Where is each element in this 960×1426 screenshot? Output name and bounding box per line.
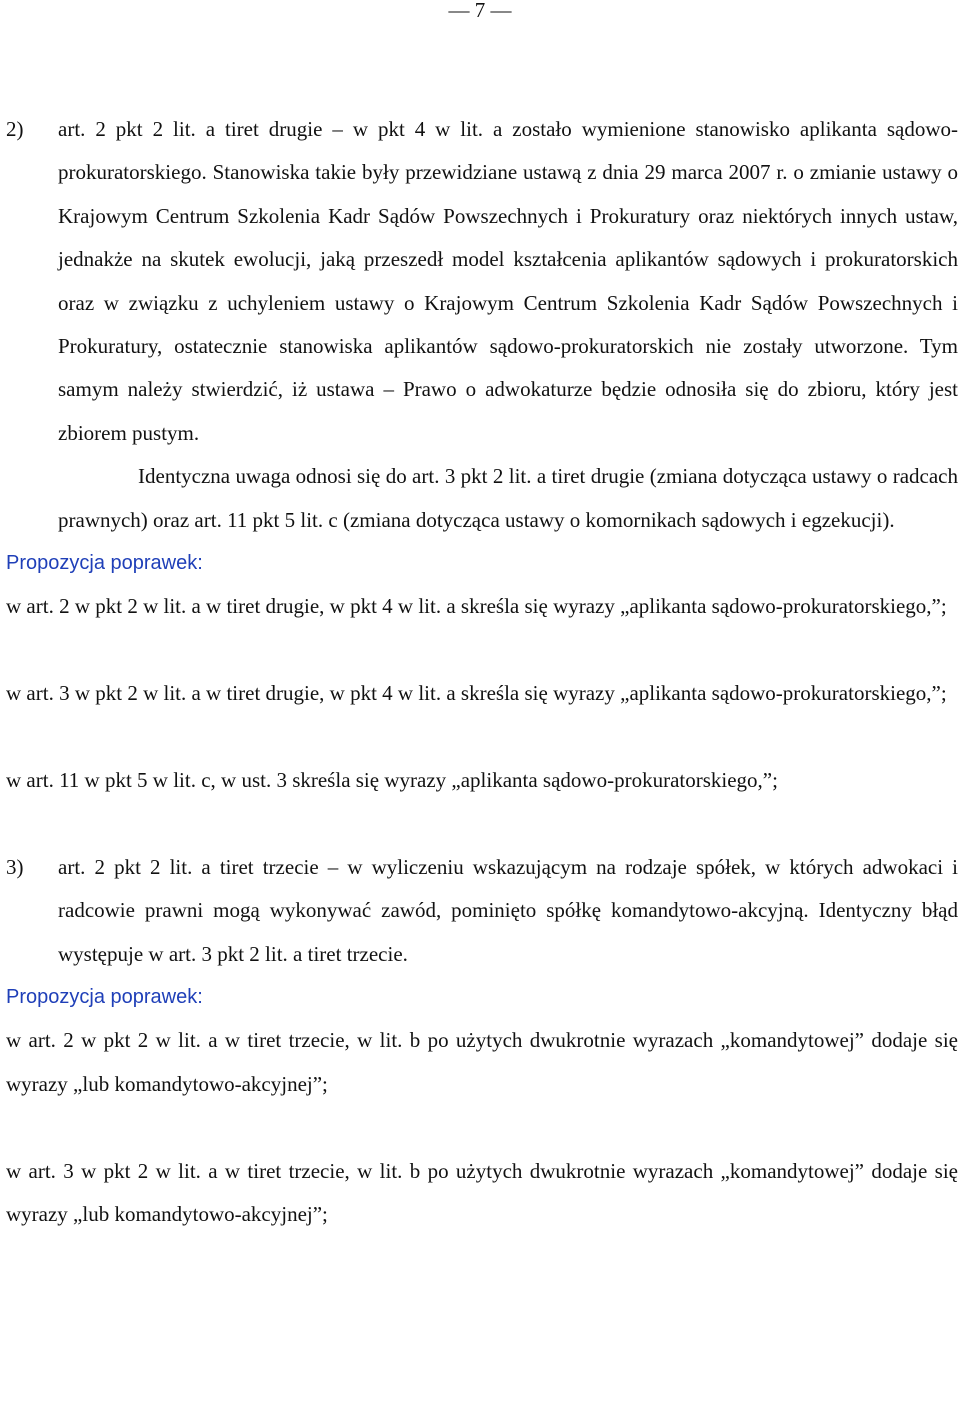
item-number: 3) [6,854,24,879]
item-text: art. 2 pkt 2 lit. a tiret drugie – w pkt 4 w lit. a zostało wymienione stanowisko aplikanta sądowo-prokuratorskiego. Stanowiska takie były przewidziane ustawą z dnia 29 marca 2007 r. o zmianie ustawy o Krajowym Centrum Szkolenia Kadr Sądów Powszechnych i Prokuratury oraz niektórych innych ustaw, jednakże na skutek ewolucji, jaką przeszedł model kształcenia aplikantów sądowych i prokuratorskich oraz w związku z uchyleniem ustawy o Krajowym Centrum Szkolenia Kadr Sądów Powszechnych i Prokuratury, ostatecznie stanowiska aplikantów sądowo-prokuratorskich nie zostały utworzone. Tym samym należy stwierdzić, iż ustawa – Prawo o adwokaturze będzie odnosiła się do zbioru, który jest zbiorem pustym. [58,117,958,445]
proposal-amendment: w art. 2 w pkt 2 w lit. a w tiret trzecie, w lit. b po użytych dwukrotnie wyrazach „komandytowej” dodaje się wyrazy „lub komandytowo-akcyjnej”; [6,1028,958,1096]
item-continuation: Identyczna uwaga odnosi się do art. 3 pkt 2 lit. a tiret drugie (zmiana dotycząca ustawy o radcach prawnych) oraz art. 11 pkt 5 lit. c (zmiana dotycząca ustawy o komornikach sądowych i egzekucji). [58,464,958,532]
proposal-amendment: w art. 11 w pkt 5 w lit. c, w ust. 3 skreśla się wyrazy „aplikanta sądowo-prokuratorskiego,”; [6,768,778,793]
proposal-heading: Propozycja poprawek: [6,552,203,575]
item-text: art. 2 pkt 2 lit. a tiret trzecie – w wyliczeniu wskazującym na rodzaje spółek, w których adwokaci i radcowie prawni mogą wykonywać zawód, pominięto spółkę komandytowo-akcyjną. Identyczny błąd występuje w art. 3 pkt 2 lit. a tiret trzecie. [58,854,958,966]
page-number: — 7 — [448,0,512,22]
list-item-3 [6,846,958,976]
list-item-2 [6,108,958,455]
spacer [6,802,958,845]
proposal-amendment: w art. 3 w pkt 2 w lit. a w tiret drugie, w pkt 4 w lit. a skreśla się wyrazy „aplikanta sądowo-prokuratorskiego,”; [6,681,947,706]
document-body [6,108,958,1237]
spacer [6,1106,958,1149]
proposal-amendment: w art. 2 w pkt 2 w lit. a w tiret drugie, w pkt 4 w lit. a skreśla się wyrazy „aplikanta sądowo-prokuratorskiego,”; [6,594,947,619]
spacer [6,629,958,672]
spacer [6,716,958,759]
proposal-heading: Propozycja poprawek: [6,986,203,1009]
item-number: 2) [6,117,24,141]
proposal-amendment: w art. 3 w pkt 2 w lit. a w tiret trzecie, w lit. b po użytych dwukrotnie wyrazach „komandytowej” dodaje się wyrazy „lub komandytowo-akcyjnej”; [6,1158,958,1227]
